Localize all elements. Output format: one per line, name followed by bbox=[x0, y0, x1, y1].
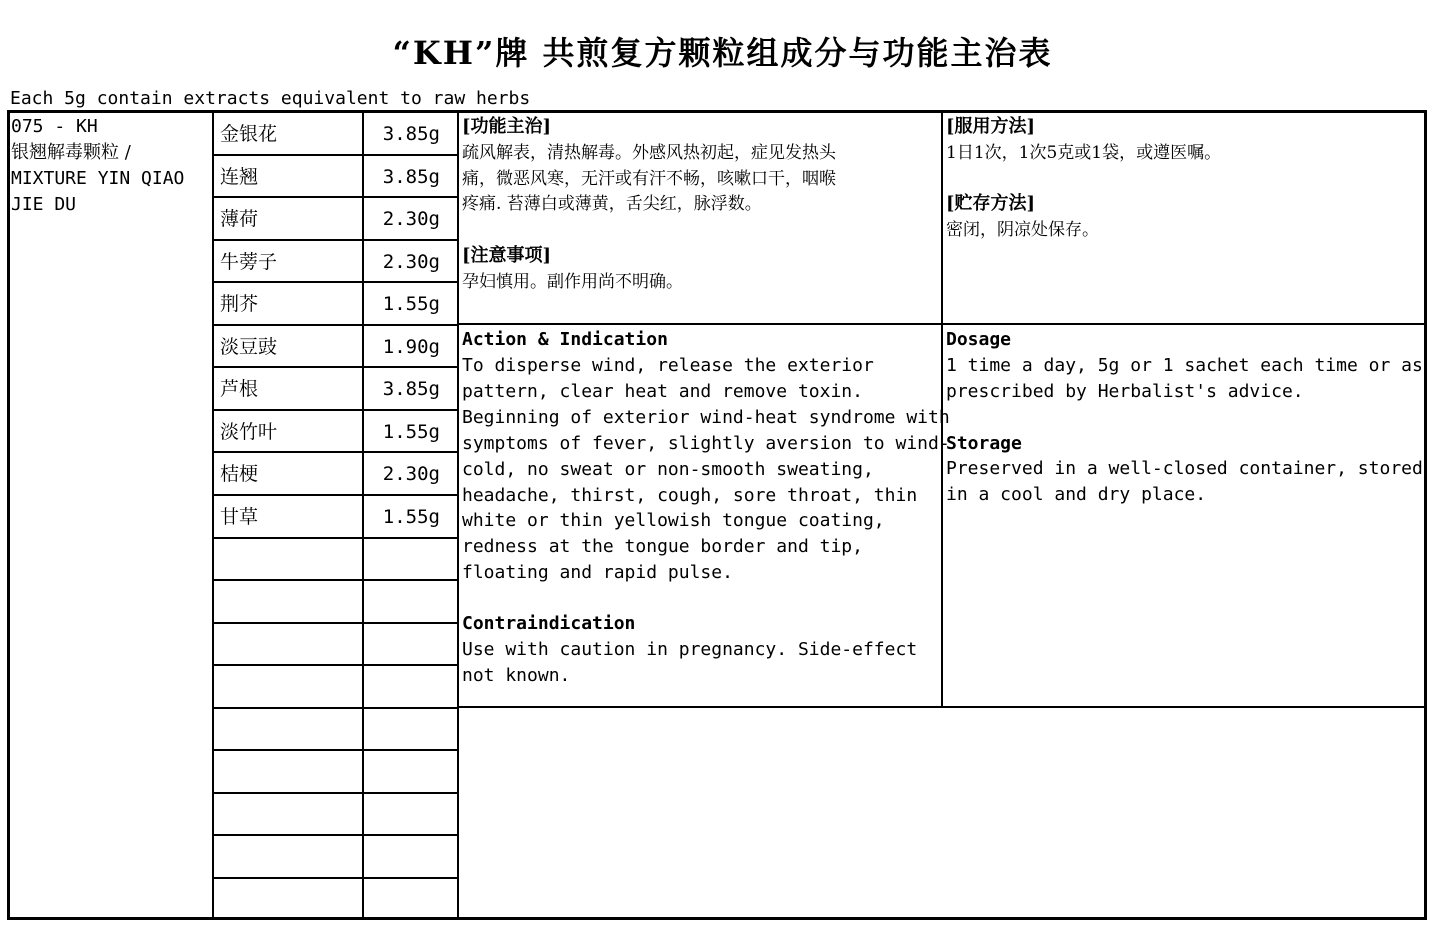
en-storage-line: in a cool and dry place. bbox=[946, 484, 1207, 505]
herb-dose: 1.55g bbox=[382, 506, 440, 528]
herb-name: 淡豆豉 bbox=[220, 336, 278, 358]
product-code: 075 - KH bbox=[11, 116, 98, 137]
row-divider bbox=[459, 323, 1425, 325]
en-contra-line: Use with caution in pregnancy. Side-effect bbox=[462, 639, 918, 660]
column-divider bbox=[457, 112, 459, 918]
herb-row-divider bbox=[214, 877, 458, 879]
en-indication-line: redness at the tongue border and tip, bbox=[462, 536, 863, 558]
en-indication-line: floating and rapid pulse. bbox=[462, 562, 733, 584]
column-divider bbox=[362, 112, 364, 918]
document-title: “KH”牌 共煎复方颗粒组成分与功能主治表 bbox=[392, 34, 1053, 72]
en-indication-line: Beginning of exterior wind-heat syndrome with bbox=[462, 406, 950, 428]
en-indication-line: pattern, clear heat and remove toxin. bbox=[462, 380, 863, 402]
herb-dose: 2.30g bbox=[382, 463, 440, 485]
herb-name: 桔梗 bbox=[220, 463, 259, 485]
en-indication-line: headache, thirst, cough, sore throat, thin bbox=[462, 484, 918, 506]
cn-indication-line: 疏风解表，清热解毒。外感风热初起，症见发热头 bbox=[462, 143, 836, 163]
cn-dosage-heading: [服用方法] bbox=[946, 116, 1036, 137]
product-name-en: MIXTURE YIN QIAO bbox=[11, 168, 185, 189]
en-indication-line: symptoms of fever, slightly aversion to wind- bbox=[462, 432, 950, 454]
cn-caution-heading: [注意事项] bbox=[462, 245, 552, 266]
en-indication-line: To disperse wind, release the exterior bbox=[462, 355, 874, 376]
cn-caution-text: 孕妇慎用。副作用尚不明确。 bbox=[462, 272, 683, 292]
subtitle: Each 5g contain extracts equivalent to raw herbs bbox=[10, 88, 531, 109]
herb-dose: 3.85g bbox=[382, 378, 440, 400]
herb-name: 芦根 bbox=[220, 378, 259, 400]
cn-indication-heading: [功能主治] bbox=[462, 116, 552, 137]
herb-name: 甘草 bbox=[220, 506, 259, 528]
en-storage-line: Preserved in a well-closed container, stored bbox=[946, 458, 1423, 479]
herb-dose: 1.90g bbox=[382, 336, 440, 358]
cn-indication-line: 疼痛. 苔薄白或薄黄，舌尖红，脉浮数。 bbox=[462, 194, 762, 214]
product-name-en: JIE DU bbox=[11, 194, 77, 215]
herb-row-divider bbox=[214, 664, 458, 666]
herb-dose: 3.85g bbox=[382, 123, 440, 145]
cn-storage-text: 密闭，阴凉处保存。 bbox=[946, 220, 1099, 240]
row-divider bbox=[459, 706, 1425, 708]
herb-name: 牛蒡子 bbox=[220, 251, 278, 273]
herb-row-divider bbox=[214, 749, 458, 751]
en-dosage-line: 1 time a day, 5g or 1 sachet each time or as bbox=[946, 355, 1423, 376]
column-divider bbox=[212, 112, 214, 918]
en-storage-heading: Storage bbox=[946, 433, 1022, 454]
cn-indication-line: 痛，微恶风寒，无汗或有汗不畅，咳嗽口干，咽喉 bbox=[462, 169, 836, 189]
herb-row-divider bbox=[214, 834, 458, 836]
herb-row-divider bbox=[214, 707, 458, 709]
en-dosage-line: prescribed by Herbalist's advice. bbox=[946, 381, 1304, 402]
en-contra-line: not known. bbox=[462, 665, 571, 686]
herb-dose: 1.55g bbox=[382, 293, 440, 315]
herb-name: 淡竹叶 bbox=[220, 421, 278, 443]
herb-name: 连翘 bbox=[220, 166, 259, 188]
herb-name: 荆芥 bbox=[220, 293, 259, 315]
herb-row-divider bbox=[214, 792, 458, 794]
herb-name: 金银花 bbox=[220, 123, 278, 145]
en-indication-heading: Action & Indication bbox=[462, 329, 668, 350]
herb-row-divider bbox=[214, 579, 458, 581]
herb-row-divider bbox=[214, 622, 458, 624]
en-indication-line: cold, no sweat or non-smooth sweating, bbox=[462, 458, 874, 480]
herb-dose: 2.30g bbox=[382, 208, 440, 230]
cn-storage-heading: [贮存方法] bbox=[946, 193, 1036, 214]
product-name-cn: 银翘解毒颗粒 / bbox=[11, 142, 131, 163]
en-dosage-heading: Dosage bbox=[946, 329, 1012, 350]
cn-dosage-text: 1日1次，1次5克或1袋，或遵医嘱。 bbox=[946, 143, 1222, 163]
en-contra-heading: Contraindication bbox=[462, 613, 636, 634]
en-indication-line: white or thin yellowish tongue coating, bbox=[462, 510, 885, 532]
herb-dose: 1.55g bbox=[382, 421, 440, 443]
herb-dose: 3.85g bbox=[382, 166, 440, 188]
herb-dose: 2.30g bbox=[382, 251, 440, 273]
herb-name: 薄荷 bbox=[220, 208, 259, 230]
